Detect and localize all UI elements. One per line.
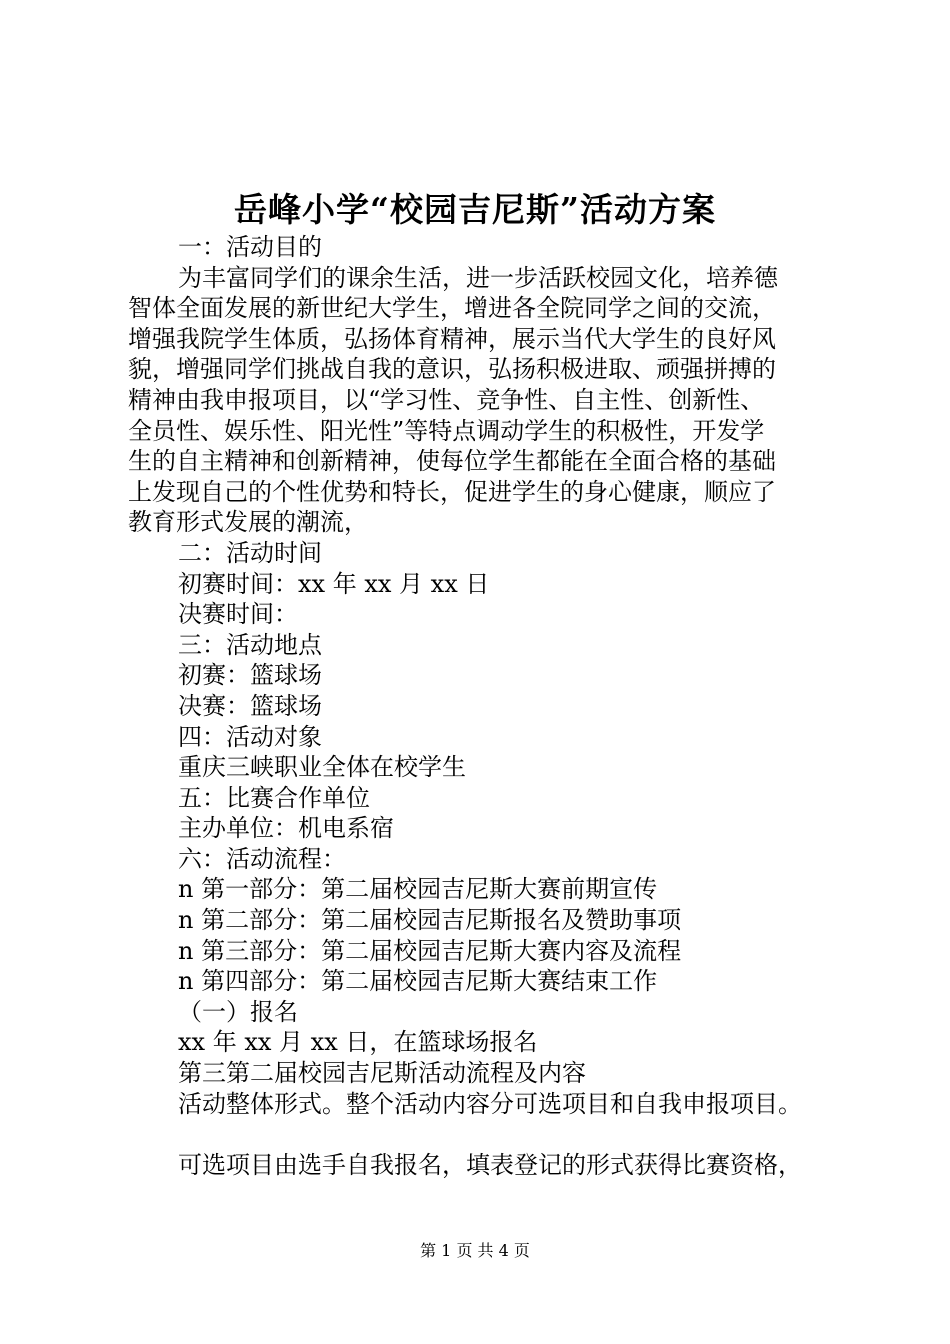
text-line: n 第二部分：第二届校园吉尼斯报名及赞助事项 xyxy=(178,906,682,935)
text-line: 上发现自己的个性优势和特长，促进学生的身心健康，顺应了 xyxy=(128,477,776,506)
text-line: 三：活动地点 xyxy=(178,630,322,659)
text-line: n 第一部分：第二届校园吉尼斯大赛前期宣传 xyxy=(178,875,658,904)
text-line: 精神由我申报项目，以“学习性、竞争性、自主性、创新性、 xyxy=(128,385,765,414)
text-line: 主办单位：机电系宿 xyxy=(178,814,394,843)
document-body xyxy=(128,232,840,1180)
text-line: n 第四部分：第二届校园吉尼斯大赛结束工作 xyxy=(178,967,658,996)
text-line: 重庆三峡职业全体在校学生 xyxy=(178,753,466,782)
document-title: 岳峰小学“校园吉尼斯”活动方案 xyxy=(234,190,716,229)
text-line: 初赛：篮球场 xyxy=(178,661,322,690)
text-line: 可选项目由选手自我报名，填表登记的形式获得比赛资格， xyxy=(178,1150,802,1179)
text-line: 全员性、娱乐性、阳光性”等特点调动学生的积极性，开发学 xyxy=(128,416,765,445)
text-line: 为丰富同学们的课余生活，进一步活跃校园文化，培养德 xyxy=(178,263,778,292)
text-line: 活动整体形式。整个活动内容分可选项目和自我申报项目。 xyxy=(178,1089,802,1118)
text-line: 智体全面发展的新世纪大学生，增进各全院同学之间的交流， xyxy=(128,294,776,323)
text-line: （一）报名 xyxy=(178,997,298,1026)
blank-line xyxy=(128,1119,840,1150)
text-line: 二：活动时间 xyxy=(178,538,322,567)
text-line: 教育形式发展的潮流， xyxy=(128,508,368,537)
text-line: n 第三部分：第二届校园吉尼斯大赛内容及流程 xyxy=(178,936,682,965)
text-line: 六：活动流程： xyxy=(178,844,346,873)
text-line: 五：比赛合作单位 xyxy=(178,783,370,812)
text-line: 决赛：篮球场 xyxy=(178,691,322,720)
text-line: 生的自主精神和创新精神，使每位学生都能在全面合格的基础 xyxy=(128,447,776,476)
text-line: xx 年 xx 月 xx 日，在篮球场报名 xyxy=(178,1028,538,1057)
text-line: 一：活动目的 xyxy=(178,233,322,261)
text-line: 第三第二届校园吉尼斯活动流程及内容 xyxy=(178,1059,586,1088)
text-line: 增强我院学生体质，弘扬体育精神，展示当代大学生的良好风 xyxy=(128,324,776,353)
text-line: 决赛时间： xyxy=(178,600,298,629)
text-line: 貌，增强同学们挑战自我的意识，弘扬积极进取、顽强拼搏的 xyxy=(128,355,776,384)
text-line: 初赛时间：xx 年 xx 月 xx 日 xyxy=(178,569,490,598)
text-line: 四：活动对象 xyxy=(178,722,322,751)
page-footer: 第 1 页 共 4 页 xyxy=(420,1241,530,1260)
